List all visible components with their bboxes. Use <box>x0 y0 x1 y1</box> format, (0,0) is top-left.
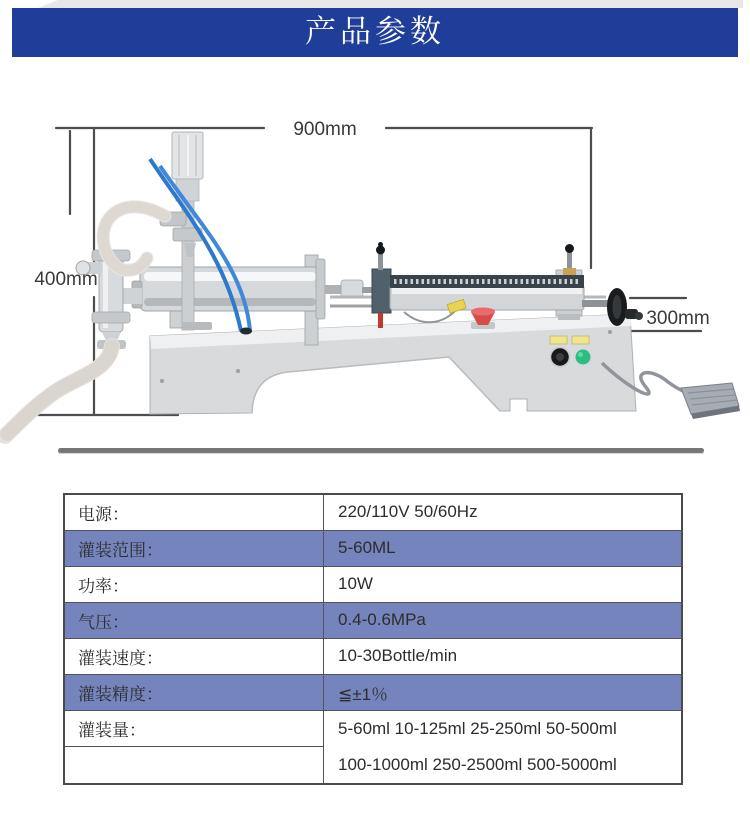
spec-row-filling-accuracy <box>64 674 682 710</box>
spec-value: 5-60ML <box>324 530 683 566</box>
spec-value-multiline <box>324 710 683 784</box>
spec-value: 0.4-0.6MPa <box>324 602 683 638</box>
filling-machine-illustration <box>5 132 740 454</box>
dim-label-depth: 300mm <box>646 308 710 329</box>
spec-row-air-pressure <box>64 602 682 638</box>
spec-label: 气压： <box>64 602 324 638</box>
section-title: 产品参数 <box>305 14 445 50</box>
spec-value-line2: 100-1000ml 250-2500ml 500-5000ml <box>338 754 617 774</box>
spec-label-empty <box>64 747 324 784</box>
spec-value: ≦±1％ <box>324 674 683 710</box>
spec-table <box>63 493 683 785</box>
spec-value-line1: 5-60ml 10-125ml 25-250ml 50-500ml <box>338 718 617 738</box>
spec-row-wattage <box>64 566 682 602</box>
spec-row-filling-volume <box>64 710 682 747</box>
pneumatic-cylinder <box>390 244 584 310</box>
spec-row-filling-range <box>64 530 682 566</box>
spec-row-filling-speed <box>64 638 682 674</box>
spec-value: 220/110V 50/60Hz <box>324 494 683 530</box>
suction-hoses <box>5 207 165 436</box>
spec-value: 10W <box>324 566 683 602</box>
spec-label: 灌装精度： <box>64 674 324 710</box>
spec-label: 灌装速度： <box>64 638 324 674</box>
spec-value: 10-30Bottle/min <box>324 638 683 674</box>
spec-label: 功率： <box>64 566 324 602</box>
spec-label: 灌装量： <box>64 710 324 747</box>
air-actuator <box>372 242 391 328</box>
spec-label: 灌装范围： <box>64 530 324 566</box>
spec-row-power <box>64 494 682 530</box>
dim-label-height: 400mm <box>34 269 98 290</box>
spec-label: 电源： <box>64 494 324 530</box>
dim-label-width: 900mm <box>293 119 357 140</box>
